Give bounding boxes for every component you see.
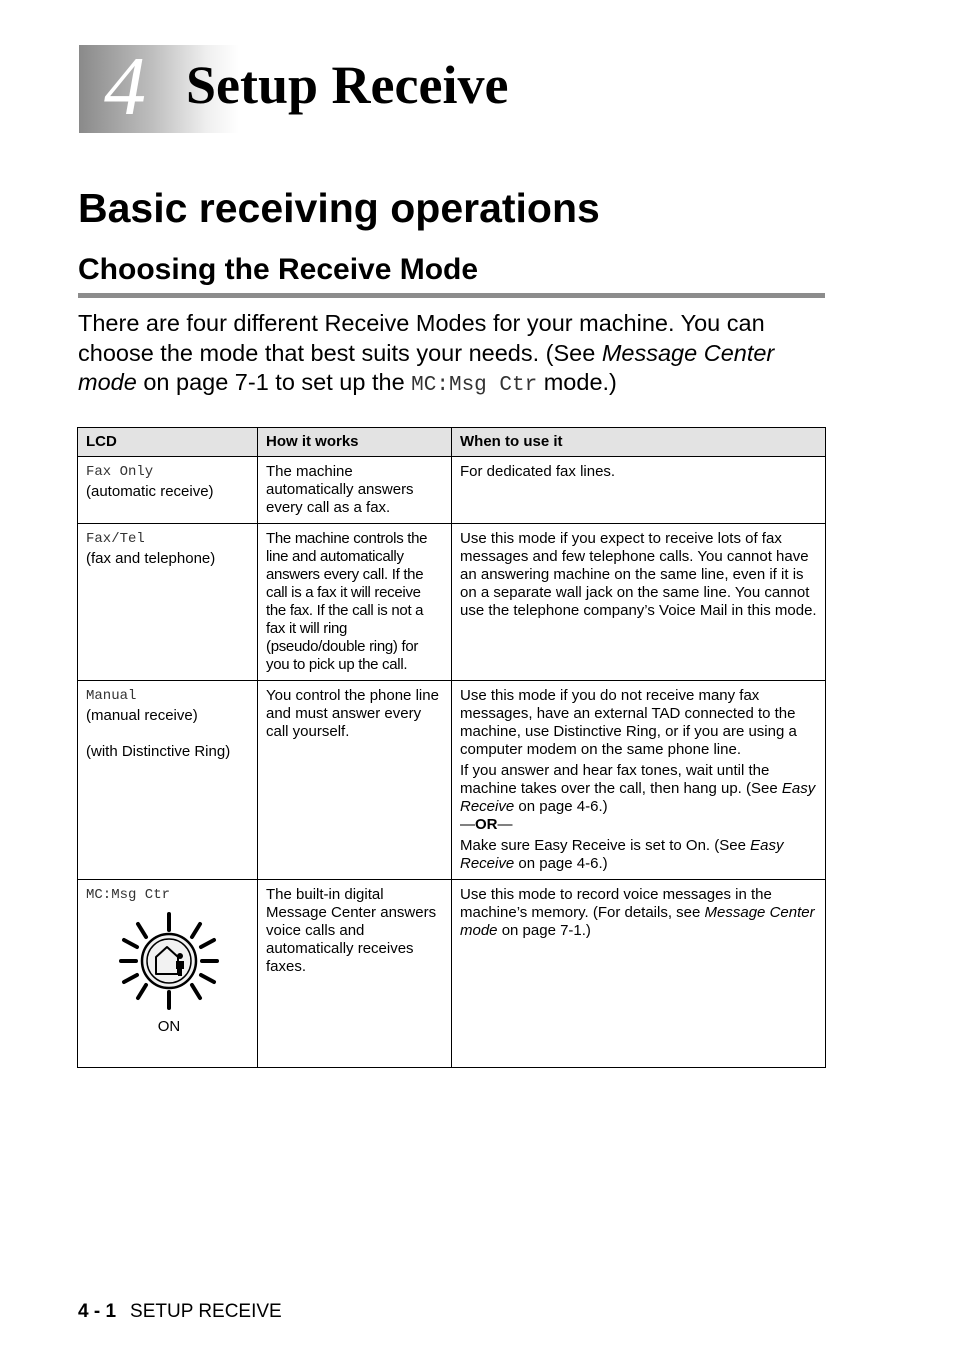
when-cell <box>452 880 826 1068</box>
lcd-cell <box>78 457 258 524</box>
or-dash-left: — <box>460 816 475 833</box>
when-text-b: on page 7-1.) <box>497 922 591 939</box>
table-row <box>78 524 826 681</box>
when3-reference: Easy Receive <box>460 837 784 872</box>
lcd-cell <box>78 524 258 681</box>
lcd-mode-name: Manual <box>86 688 137 704</box>
footer-section: SETUP RECEIVE <box>130 1301 282 1322</box>
when-text-2 <box>460 762 817 816</box>
when2-reference: Easy Receive <box>460 780 816 815</box>
on-label: ON <box>157 1018 181 1035</box>
column-header-lcd: LCD <box>78 428 258 457</box>
table-header-row <box>78 428 826 457</box>
receive-mode-table <box>77 427 826 1068</box>
person-icon <box>177 953 183 959</box>
when3-text-b: on page 4-6.) <box>514 855 608 872</box>
table-row <box>78 681 826 880</box>
when-text-3 <box>460 837 817 873</box>
lcd-mode-description: (manual receive) <box>86 707 198 724</box>
when2-text-b: on page 4-6.) <box>514 798 608 815</box>
lcd-cell <box>78 880 258 1068</box>
when-cell <box>452 681 826 880</box>
when3-text-a: Make sure Easy Receive is set to On. (See <box>460 837 751 854</box>
how-cell: The built-in digital Message Center answers voice calls and automatically receives faxes. <box>258 880 452 1068</box>
when-reference: Message Center mode <box>460 904 815 939</box>
intro-text-1: There are four different Receive Modes for your machine. You can choose the mode that best suits your needs. (See <box>78 310 765 366</box>
intro-paragraph <box>78 309 838 401</box>
when-cell: Use this mode if you expect to receive lots of fax messages and few telephone calls. You cannot have an answering machine on the same line, even if it is on a separate wall jack on the same line. You cannot use the telephone company’s Voice Mail in this mode. <box>452 524 826 681</box>
or-label: OR <box>475 816 498 833</box>
page-footer <box>78 1300 282 1324</box>
lcd-cell <box>78 681 258 880</box>
when-text: Use this mode if you do not receive many fax messages, have an external TAD connected to the machine, use Distinctive Ring, or if you are using a computer modem on the same phone line. <box>460 687 797 758</box>
intro-text-2: on page 7-1 to set up the <box>136 369 412 395</box>
or-dash-right: — <box>497 816 513 833</box>
intro-text-3: mode.) <box>537 369 617 395</box>
how-cell: The machine controls the line and automatically answers every call. If the call is a fax it will receive the fax. If the call is not a fax it will ring (pseudo/double ring) for you to pick up the call. <box>258 524 452 681</box>
when2-text-a: If you answer and hear fax tones, wait until the machine takes over the call, then hang up. (See <box>460 762 782 797</box>
subsection-heading: Choosing the Receive Mode <box>78 253 479 286</box>
spacer <box>86 725 249 743</box>
column-header-when: When to use it <box>452 428 826 457</box>
table-row <box>78 880 826 1068</box>
lcd-mode-description: (fax and telephone) <box>86 550 216 567</box>
how-cell: You control the phone line and must answer every call yourself. <box>258 681 452 880</box>
table-row <box>78 457 826 524</box>
intro-reference: Message Center mode <box>78 339 775 395</box>
or-separator <box>460 816 817 834</box>
chapter-number: 4 <box>104 40 146 133</box>
message-center-on-icon <box>86 906 252 1016</box>
lcd-mode-name: MC:Msg Ctr <box>86 887 171 903</box>
lcd-mode-description: (automatic receive) <box>86 483 214 500</box>
when-cell: For dedicated fax lines. <box>452 457 826 524</box>
lcd-mode-name: Fax Only <box>86 464 154 480</box>
lcd-mode-description-2: (with Distinctive Ring) <box>86 743 231 760</box>
section-heading: Basic receiving operations <box>78 185 600 231</box>
when-text-a: Use this mode to record voice messages in the machine’s memory. (For details, see <box>460 886 772 921</box>
how-cell: The machine automatically answers every call as a fax. <box>258 457 452 524</box>
column-header-how: How it works <box>258 428 452 457</box>
intro-lcd-code: MC:Msg Ctr <box>411 374 538 397</box>
chapter-title: Setup Receive <box>186 55 509 115</box>
page-number: 4 - 1 <box>78 1301 117 1322</box>
lcd-mode-name: Fax/Tel <box>86 531 145 547</box>
heading-rule <box>78 293 825 298</box>
